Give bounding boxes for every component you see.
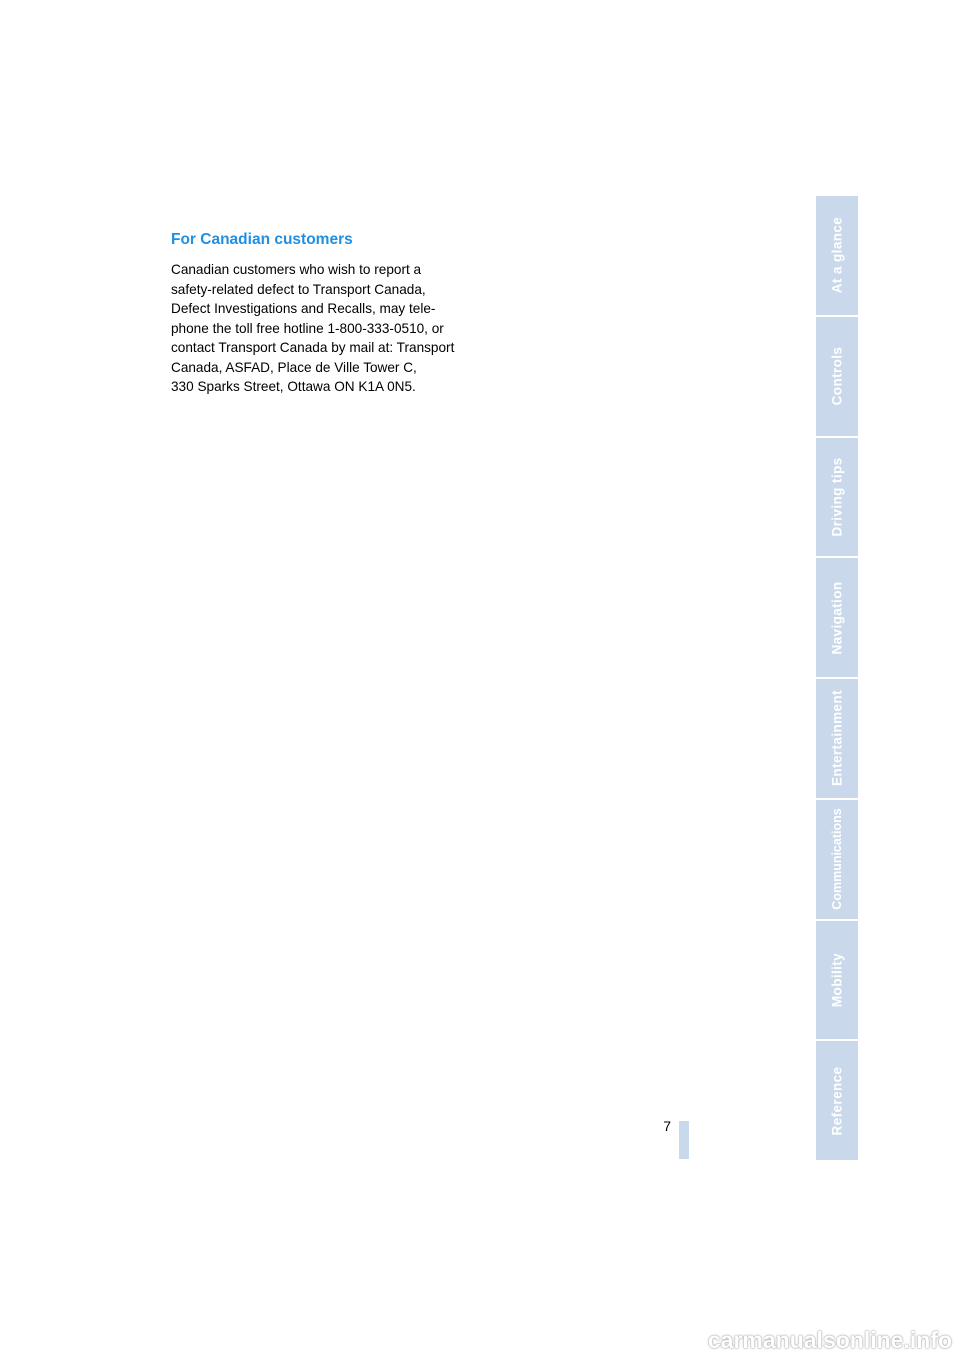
body-line: Defect Investigations and Recalls, may tele- (171, 301, 436, 316)
body-line: phone the toll free hotline 1-800-333-0510, or (171, 320, 444, 336)
body-line: contact Transport Canada by mail at: Transport (171, 340, 455, 355)
body-line: Canada, ASFAD, Place de Ville Tower C, (171, 359, 417, 375)
chapter-tab-strip (816, 196, 858, 1160)
chapter-tab-controls[interactable] (816, 317, 858, 438)
page-number-bar (679, 1121, 689, 1159)
chapter-tab-label: Reference (829, 1066, 845, 1136)
chapter-tab-label: Entertainment (829, 690, 845, 787)
chapter-tab-entertainment[interactable] (816, 679, 858, 800)
chapter-tab-navigation[interactable] (816, 558, 858, 679)
chapter-tab-mobility[interactable] (816, 921, 858, 1042)
body-line: 330 Sparks Street, Ottawa ON K1A 0N5. (171, 379, 416, 394)
body-line: Canadian customers who wish to report a (171, 262, 422, 277)
chapter-tab-reference[interactable] (816, 1041, 858, 1160)
chapter-tab-label: Communications (830, 808, 844, 910)
chapter-tab-label: Navigation (829, 581, 845, 655)
content-section (171, 230, 471, 397)
chapter-tab-label: Controls (829, 346, 845, 406)
chapter-tab-label: Mobility (829, 952, 845, 1007)
section-body (171, 260, 471, 397)
chapter-tab-at-a-glance[interactable] (816, 196, 858, 317)
page-number: 7 (663, 1118, 671, 1134)
watermark: carmanualsonline.info (707, 1327, 952, 1353)
body-line: safety-related defect to Transport Canada, (171, 281, 426, 297)
chapter-tab-label: At a glance (829, 217, 845, 294)
chapter-tab-driving-tips[interactable] (816, 438, 858, 559)
section-heading: For Canadian customers (171, 231, 353, 248)
chapter-tab-label: Driving tips (829, 457, 845, 537)
chapter-tab-communications[interactable] (816, 800, 858, 921)
